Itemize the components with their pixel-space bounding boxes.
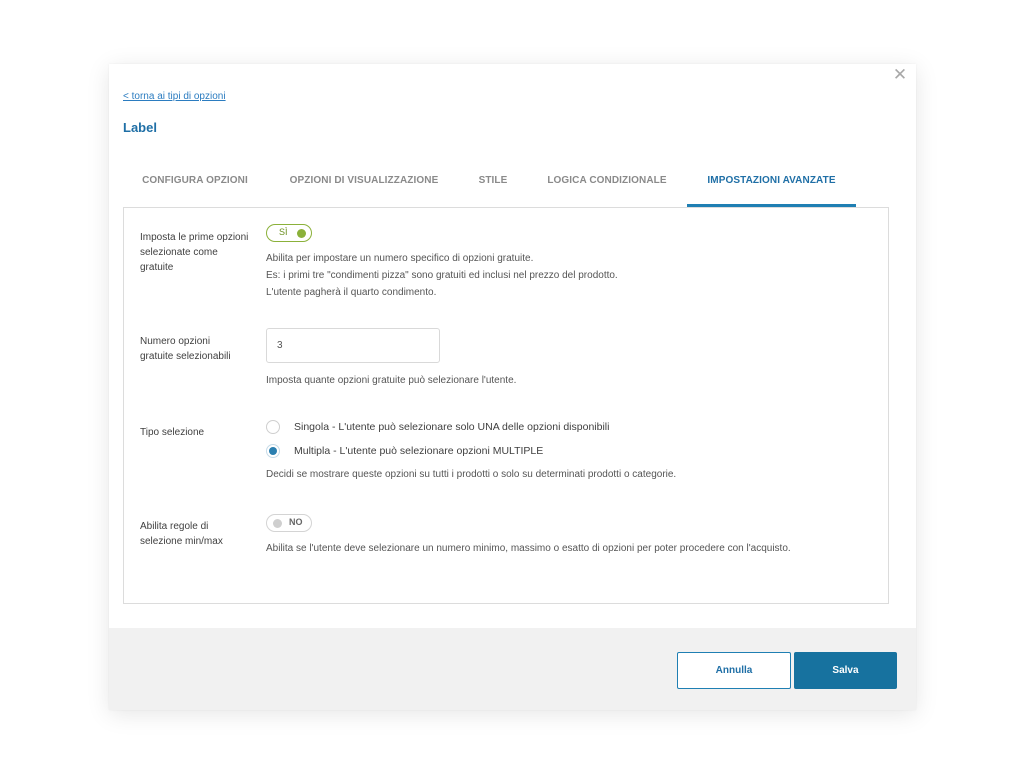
min-max-toggle[interactable]: [266, 514, 312, 532]
radio-option-multipla[interactable]: [266, 444, 666, 460]
tab-impostazioni-avanzate[interactable]: IMPOSTAZIONI AVANZATE: [687, 161, 856, 207]
free-count-label: Numero opzioni gratuite selezionabili: [140, 336, 231, 362]
toggle-knob: [297, 229, 306, 238]
tab-opzioni-visualizzazione[interactable]: OPZIONI DI VISUALIZZAZIONE: [289, 175, 439, 186]
tab-configura-opzioni[interactable]: CONFIGURA OPZIONI: [142, 175, 248, 186]
modal-footer: [109, 628, 916, 710]
tab-bar: [123, 161, 889, 208]
settings-panel: [123, 207, 889, 604]
min-max-description: Abilita se l'utente deve selezionare un numero minimo, massimo o esatto di opzioni per poter procedere con l'acquisto.: [266, 543, 791, 554]
radio-button[interactable]: [266, 420, 280, 434]
tab-logica-condizionale[interactable]: LOGICA CONDIZIONALE: [547, 175, 667, 186]
selection-type-label: Tipo selezione: [140, 427, 205, 438]
radio-label: Multipla - L'utente può selezionare opzioni MULTIPLE: [294, 445, 544, 457]
toggle-label: SÌ: [279, 227, 288, 237]
free-options-toggle[interactable]: [266, 224, 312, 242]
min-max-label: Abilita regole di selezione min/max: [140, 521, 223, 547]
back-link[interactable]: < torna ai tipi di opzioni: [123, 91, 226, 102]
options-modal: [109, 64, 916, 710]
free-options-description: [266, 250, 618, 301]
save-button[interactable]: Salva: [794, 652, 897, 689]
radio-dot: [269, 447, 277, 455]
toggle-label: NO: [289, 517, 303, 527]
free-options-label: Imposta le prime opzioni selezionate come gratuite: [140, 232, 249, 273]
description-line: L'utente pagherà il quarto condimento.: [266, 287, 437, 298]
free-count-input[interactable]: [266, 328, 440, 363]
cancel-button[interactable]: Annulla: [677, 652, 791, 689]
toggle-knob: [273, 519, 282, 528]
radio-option-singola[interactable]: [266, 420, 666, 436]
free-count-description: Imposta quante opzioni gratuite può selezionare l'utente.: [266, 375, 517, 386]
selection-type-description: Decidi se mostrare queste opzioni su tutti i prodotti o solo su determinati prodotti o categorie.: [266, 469, 677, 480]
description-line: Abilita per impostare un numero specifico di opzioni gratuite.: [266, 253, 534, 264]
page-title: Label: [123, 120, 157, 135]
description-line: Es: i primi tre "condimenti pizza" sono gratuiti ed inclusi nel prezzo del prodotto.: [266, 270, 618, 281]
tab-stile[interactable]: STILE: [478, 175, 508, 186]
close-icon[interactable]: ✕: [892, 65, 908, 84]
radio-label: Singola - L'utente può selezionare solo UNA delle opzioni disponibili: [294, 421, 610, 433]
radio-button[interactable]: [266, 444, 280, 458]
